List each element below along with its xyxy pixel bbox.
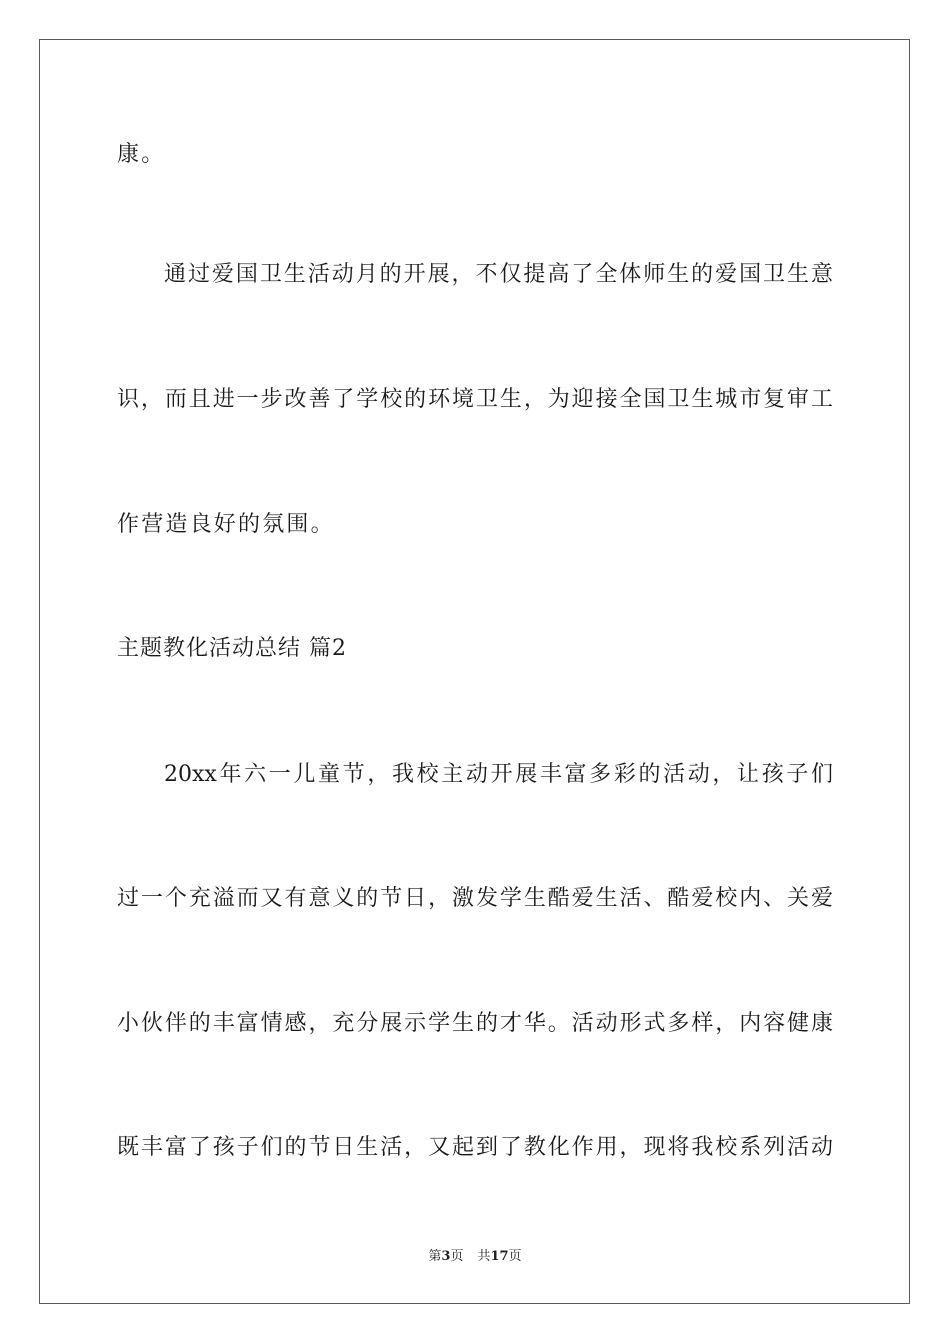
page-footer [0,1248,950,1266]
page-total: 17 [490,1249,509,1264]
page-current: 3 [441,1249,451,1264]
text-line-4: 作营造良好的氛围。 [117,512,335,537]
section-heading: 主题教化活动总结 篇2 [117,636,347,661]
text-line-1: 康。 [117,142,166,167]
total-unit: 页 [508,1249,522,1264]
text-line-2: 通过爱国卫生活动月的开展，不仅提高了全体师生的爱国卫生意 [164,262,833,287]
page-border [39,39,910,1304]
text-line-7: 小伙伴的丰富情感，充分展示学生的才华。活动形式多样，内容健康 [117,1011,833,1036]
text-line-8: 既丰富了孩子们的节日生活，又起到了教化作用，现将我校系列活动 [117,1135,833,1160]
text-line-5: 20xx年六一儿童节，我校主动开展丰富多彩的活动，让孩子们 [164,762,833,787]
page-prefix: 第 [428,1249,442,1264]
page-unit: 页 [450,1249,464,1264]
text-line-3: 识，而且进一步改善了学校的环境卫生，为迎接全国卫生城市复审工 [117,387,833,412]
total-prefix: 共 [477,1249,491,1264]
text-line-6: 过一个充溢而又有意义的节日，激发学生酷爱生活、酷爱校内、关爱 [117,886,833,911]
